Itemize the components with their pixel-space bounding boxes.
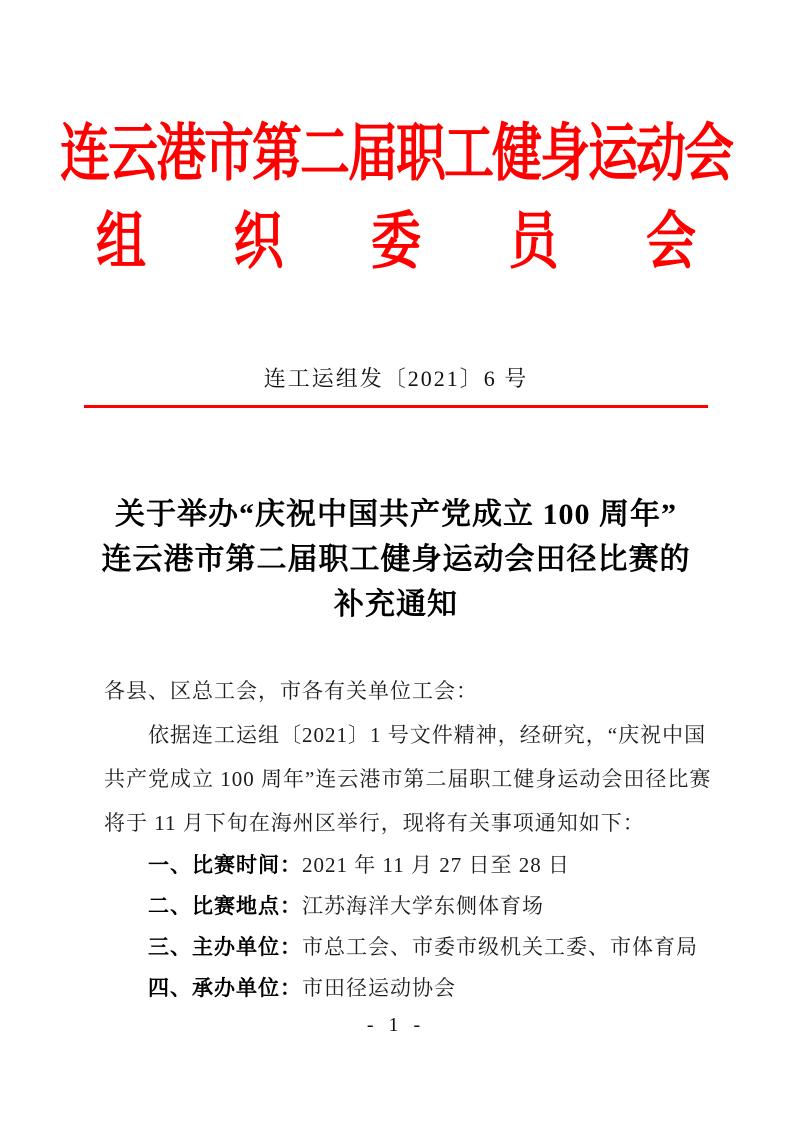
red-divider-line <box>84 405 708 408</box>
letterhead-line1: 连云港市第二届职工健身运动会 <box>60 118 732 189</box>
item-host-organizations <box>104 927 698 968</box>
title-line1: 关于举办“庆祝中国共产党成立 100 周年” <box>115 498 677 531</box>
document-body <box>104 669 712 1009</box>
item-value: 市田径运动协会 <box>302 976 456 1000</box>
letterhead-char: 组 <box>96 206 146 277</box>
item-competition-venue <box>104 886 692 927</box>
item-label: 一、比赛时间： <box>148 854 302 877</box>
item-value: 2021 年 11 月 27 日至 28 日 <box>302 853 570 877</box>
document-title <box>0 492 792 627</box>
salutation: 各县、区总工会，市各有关单位工会： <box>104 679 478 703</box>
document-number: 连工运组发〔2021〕6 号 <box>263 366 529 391</box>
letterhead-line2 <box>96 200 696 283</box>
paragraph-line: 共产党成立 100 周年”连云港市第二届职工健身运动会田径比赛 <box>104 767 712 791</box>
letterhead-char: 员 <box>508 206 559 277</box>
title-line2: 连云港市第二届职工健身运动会田径比赛的 <box>101 543 691 576</box>
letterhead <box>0 0 792 277</box>
item-label: 四、承办单位： <box>148 977 302 1000</box>
item-label: 三、主办单位： <box>148 936 302 959</box>
letterhead-char: 织 <box>233 206 284 277</box>
item-undertaking-organization <box>104 968 692 1009</box>
notice-items <box>104 845 698 1009</box>
item-value: 市总工会、市委市级机关工委、市体育局 <box>302 935 698 959</box>
letterhead-char: 会 <box>646 206 696 277</box>
title-line3: 补充通知 <box>334 588 458 621</box>
letterhead-char: 委 <box>371 206 421 277</box>
item-value: 江苏海洋大学东侧体育场 <box>302 894 544 918</box>
paragraph-line: 将于 11 月下旬在海州区举行，现将有关事项通知如下： <box>104 811 645 835</box>
page-number: - 1 - <box>366 1014 426 1036</box>
item-label: 二、比赛地点： <box>148 895 302 918</box>
paragraph-line: 依据连工运组〔2021〕1 号文件精神，经研究，“庆祝中国 <box>148 723 707 747</box>
item-competition-time <box>104 845 692 886</box>
